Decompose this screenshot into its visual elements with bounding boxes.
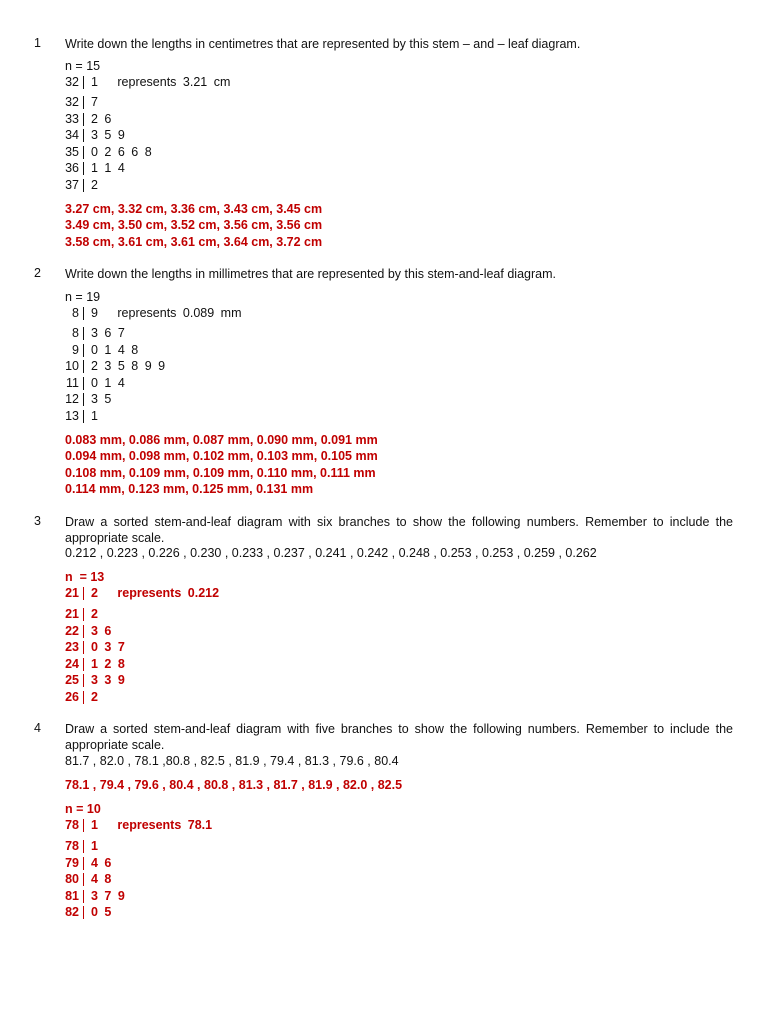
stem: 35 <box>65 144 79 159</box>
key-stem: 78 <box>65 818 79 832</box>
answer-line: 0.083 mm, 0.086 mm, 0.087 mm, 0.090 mm, 0.091 mm <box>65 433 378 447</box>
stem: 80 <box>65 872 79 887</box>
stem: 24 <box>65 656 79 671</box>
leaves: 7 <box>91 95 98 109</box>
answer-line: 0.094 mm, 0.098 mm, 0.102 mm, 0.103 mm, 0.105 mm <box>65 449 378 464</box>
sample-size: n = 15 <box>65 59 101 73</box>
leaves: 1 <box>91 408 98 423</box>
key-leaf: 1 represents 3.21 cm <box>91 75 231 89</box>
stem-divider <box>83 377 84 390</box>
question-text: Write down the lengths in centimetres that are represented by this stem – and – leaf diagram. <box>65 37 581 51</box>
stem-divider <box>83 890 84 903</box>
stem-divider <box>83 625 84 638</box>
key-stem: 32 <box>65 75 79 89</box>
leaves: 3 3 9 <box>91 673 125 688</box>
answer <box>65 432 378 497</box>
leaves: 3 6 7 <box>91 326 125 340</box>
stem: 79 <box>65 855 79 870</box>
stem: 78 <box>65 839 79 853</box>
stem-divider <box>83 129 84 142</box>
leaves: 2 <box>91 607 98 621</box>
stem: 25 <box>65 673 79 688</box>
stem: 32 <box>65 95 79 109</box>
leaves: 0 1 4 8 <box>91 342 139 357</box>
stem-divider <box>83 608 84 621</box>
answer <box>65 201 322 250</box>
stem: 22 <box>65 623 79 638</box>
stem-divider <box>83 162 84 175</box>
leaves: 3 5 <box>91 392 112 407</box>
leaves: 0 1 4 <box>91 375 125 390</box>
question-number: 3 <box>34 514 41 528</box>
stem-divider <box>83 360 84 373</box>
stem-divider <box>83 179 84 192</box>
stem-divider <box>83 410 84 423</box>
stem-divider <box>83 393 84 406</box>
answer-line: 3.27 cm, 3.32 cm, 3.36 cm, 3.43 cm, 3.45 cm <box>65 202 323 216</box>
stem-divider <box>83 146 84 159</box>
question-text: Write down the lengths in millimetres that are represented by this stem-and-leaf diagram. <box>65 267 556 281</box>
sample-size: n = 10 <box>65 802 101 816</box>
question-text: Draw a sorted stem-and-leaf diagram with six branches to show the following numbers. Remember to include the appropriate scale. <box>65 515 733 545</box>
sorted-list: 78.1 , 79.4 , 79.6 , 80.4 , 80.8 , 81.3 , 81.7 , 81.9 , 82.0 , 82.5 <box>65 778 403 792</box>
stem-divider <box>83 307 84 320</box>
stem: 8 <box>72 326 79 340</box>
stem-divider <box>83 906 84 919</box>
leaves: 3 6 <box>91 623 112 638</box>
leaves: 0 5 <box>91 905 112 920</box>
key-leaf: 9 represents 0.089 mm <box>91 306 242 320</box>
key-stem: 8 <box>72 306 79 320</box>
stem-divider <box>83 113 84 126</box>
key-stem: 21 <box>65 586 79 600</box>
leaves: 4 8 <box>91 872 112 887</box>
stem-divider <box>83 641 84 654</box>
answer-line: 3.58 cm, 3.61 cm, 3.61 cm, 3.64 cm, 3.72 cm <box>65 234 323 249</box>
question-number: 2 <box>34 266 41 280</box>
sample-size: n = 13 <box>65 570 105 584</box>
stem: 33 <box>65 111 79 126</box>
leaves: 2 <box>91 177 98 192</box>
answer-line: 0.108 mm, 0.109 mm, 0.109 mm, 0.110 mm, 0.111 mm <box>65 465 376 480</box>
stem-divider <box>83 873 84 886</box>
key-leaf: 1 represents 78.1 <box>91 818 213 832</box>
stem: 23 <box>65 640 79 655</box>
number-list: 81.7 , 82.0 , 78.1 ,80.8 , 82.5 , 81.9 , 79.4 , 81.3 , 79.6 , 80.4 <box>65 754 399 768</box>
stem: 9 <box>72 342 79 357</box>
stem-divider <box>83 691 84 704</box>
leaves: 3 5 9 <box>91 128 125 143</box>
stem: 12 <box>65 392 79 407</box>
answer-line: 3.49 cm, 3.50 cm, 3.52 cm, 3.56 cm, 3.56 cm <box>65 218 323 233</box>
stem-divider <box>83 76 84 89</box>
stem-divider <box>83 327 84 340</box>
leaves: 4 6 <box>91 855 112 870</box>
sample-size: n = 19 <box>65 290 101 304</box>
stem: 81 <box>65 888 79 903</box>
leaves: 1 2 8 <box>91 656 125 671</box>
stem-divider <box>83 344 84 357</box>
leaves: 0 3 7 <box>91 640 125 655</box>
stem: 21 <box>65 607 79 621</box>
stem-divider <box>83 674 84 687</box>
stem: 13 <box>65 408 79 423</box>
stem-divider <box>83 587 84 600</box>
leaves: 1 1 4 <box>91 161 125 176</box>
leaves: 3 7 9 <box>91 888 125 903</box>
stem: 82 <box>65 905 79 920</box>
stem-divider <box>83 96 84 109</box>
stem-divider <box>83 840 84 853</box>
answer-line: 0.114 mm, 0.123 mm, 0.125 mm, 0.131 mm <box>65 481 314 496</box>
stem: 11 <box>66 375 79 390</box>
leaves: 2 3 5 8 9 9 <box>91 359 166 374</box>
number-list: 0.212 , 0.223 , 0.226 , 0.230 , 0.233 , 0.237 , 0.241 , 0.242 , 0.248 , 0.253 , 0.253 , 0.259 , 0.262 <box>65 546 597 560</box>
stem-divider <box>83 857 84 870</box>
stem-divider <box>83 658 84 671</box>
stem: 10 <box>65 359 79 374</box>
leaves: 0 2 6 6 8 <box>91 144 152 159</box>
leaves: 1 <box>91 839 98 853</box>
stem: 37 <box>65 177 79 192</box>
question-number: 1 <box>34 36 41 50</box>
stem: 26 <box>65 689 79 704</box>
key-leaf: 2 represents 0.212 <box>91 586 220 600</box>
question-number: 4 <box>34 721 41 735</box>
leaves: 2 6 <box>91 111 112 126</box>
stem: 36 <box>65 161 79 176</box>
stem: 34 <box>65 128 79 143</box>
question-text: Draw a sorted stem-and-leaf diagram with five branches to show the following numbers. Remember to include the appropriate scale. <box>65 722 733 752</box>
leaves: 2 <box>91 689 98 704</box>
stem-divider <box>83 819 84 832</box>
